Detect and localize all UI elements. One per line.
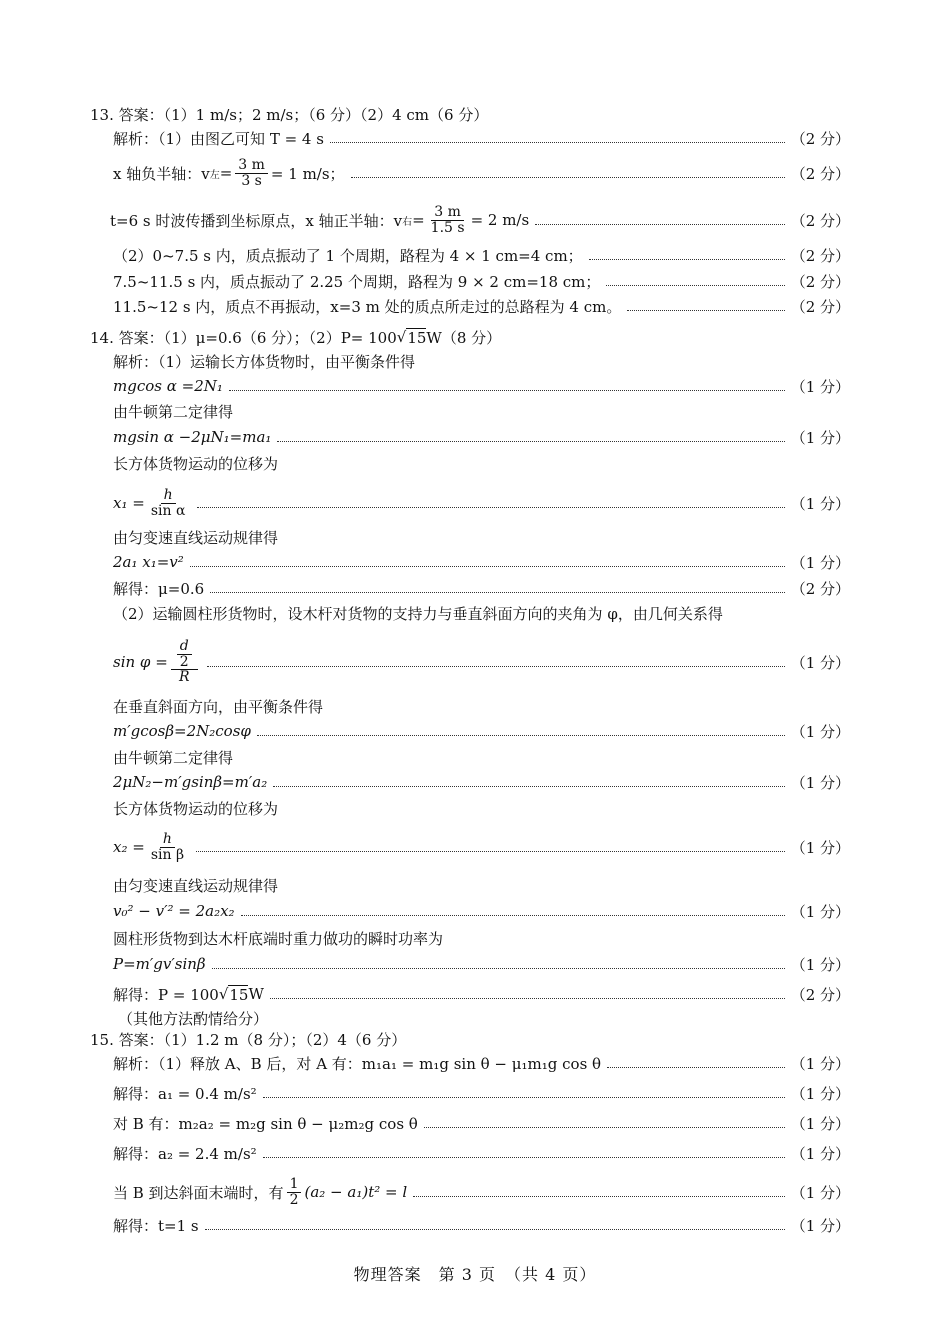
q14-line: 2μN₂−m′gsinβ=m′a₂ （1 分） [113, 773, 850, 792]
q15-line: 对 B 有：m₂a₂ = m₂g sin θ − μ₂m₂g cos θ （1 分） [113, 1114, 850, 1133]
q14-line: m′gcosβ=2N₂cosφ （1 分） [113, 722, 850, 741]
q14-line: 由牛顿第二定律得 [113, 748, 234, 767]
q14-line: 解析：（1）运输长方体货物时，由平衡条件得 [113, 352, 416, 371]
q14-line: 由匀变速直线运动规律得 [113, 528, 279, 547]
q14-line: mgcos α =2N₁ （1 分） [113, 377, 850, 396]
q13-line: （2）0~7.5 s 内，质点振动了 1 个周期，路程为 4 × 1 cm=4 cm； （2 分） [113, 246, 850, 265]
q13-line: t=6 s 时波传播到坐标原点，x 轴正半轴：v 右 = $\frac{3 m}{1.5 s}$ = 2 m/s （2 分） [110, 203, 850, 236]
q14-line: 2a₁ x₁=v² （1 分） [113, 553, 850, 572]
q13-line: 7.5~11.5 s 内，质点振动了 2.25 个周期，路程为 9 × 2 cm=18 cm； （2 分） [113, 272, 850, 291]
q14-line: 长方体货物运动的位移为 [113, 454, 279, 473]
q14-line: x₁ = $\frac{h}{\text{sin α}}$ （1 分） [113, 486, 850, 519]
q15-line: 解得：t=1 s （1 分） [113, 1216, 850, 1235]
q15-line: 解析：（1）释放 A、B 后，对 A 有：m₁a₁ = m₁g sin θ − μ₁m₁g cos θ （1 分） [113, 1054, 850, 1073]
q15-answer: 15. 答案：（1）1.2 m（8 分）；（2）4（6 分） [90, 1030, 407, 1049]
q13-line: 解析：（1）由图乙可知 T = 4 s （2 分） [113, 129, 850, 148]
q14-line: sin φ = $\frac{\frac{d}{2}}{R}$ （1 分） [113, 637, 850, 686]
q15-line: 当 B 到达斜面末端时，有 $\frac{1}{2}$ (a₂ − a₁)t² = l （1 分） [113, 1175, 850, 1208]
q14-line: 圆柱形货物到达木杆底端时重力做功的瞬时功率为 [113, 929, 444, 948]
q15-line: 解得：a₁ = 0.4 m/s² （1 分） [113, 1084, 850, 1103]
q14-answer: 14. 答案：（1）μ=0.6（6 分）；（2）P= 100 √ 15 W（8 分） [90, 328, 502, 347]
q14-line: 由牛顿第二定律得 [113, 402, 234, 421]
q14-line: x₂ = $\frac{h}{\text{sin β}}$ （1 分） [113, 830, 850, 863]
q14-line: （2）运输圆柱形货物时，设木杆对货物的支持力与垂直斜面方向的夹角为 φ，由几何关系得 [113, 604, 723, 623]
page-footer: 物理答案 第 3 页 （共 4 页） [353, 1265, 597, 1284]
q14-line: 长方体货物运动的位移为 [113, 799, 279, 818]
q13-line: x 轴负半轴：v 左 = $\frac{3 m}{3 s}$ = 1 m/s； （2 分） [113, 156, 850, 189]
q14-line: P=m′gv′sinβ （1 分） [113, 955, 850, 974]
q14-line: v₀² − v′² = 2a₂x₂ （1 分） [113, 902, 850, 921]
score: （2 分） [790, 129, 850, 148]
q14-line: 解得：μ=0.6 （2 分） [113, 579, 850, 598]
q14-line: 解得：P = 100 √ 15 W （2 分） [113, 985, 850, 1004]
q14-line: 由匀变速直线运动规律得 [113, 876, 279, 895]
q15-line: 解得：a₂ = 2.4 m/s² （1 分） [113, 1144, 850, 1163]
q14-line: 在垂直斜面方向，由平衡条件得 [113, 697, 324, 716]
q14-line: mgsin α −2μN₁=ma₁ （1 分） [113, 428, 850, 447]
q13-answer: 13. 答案：（1）1 m/s；2 m/s；（6 分）（2）4 cm（6 分） [90, 105, 489, 124]
q14-note: （其他方法酌情给分） [118, 1009, 269, 1028]
q13-line: 11.5~12 s 内，质点不再振动，x=3 m 处的质点所走过的总路程为 4 cm。 （2 分） [113, 297, 850, 316]
